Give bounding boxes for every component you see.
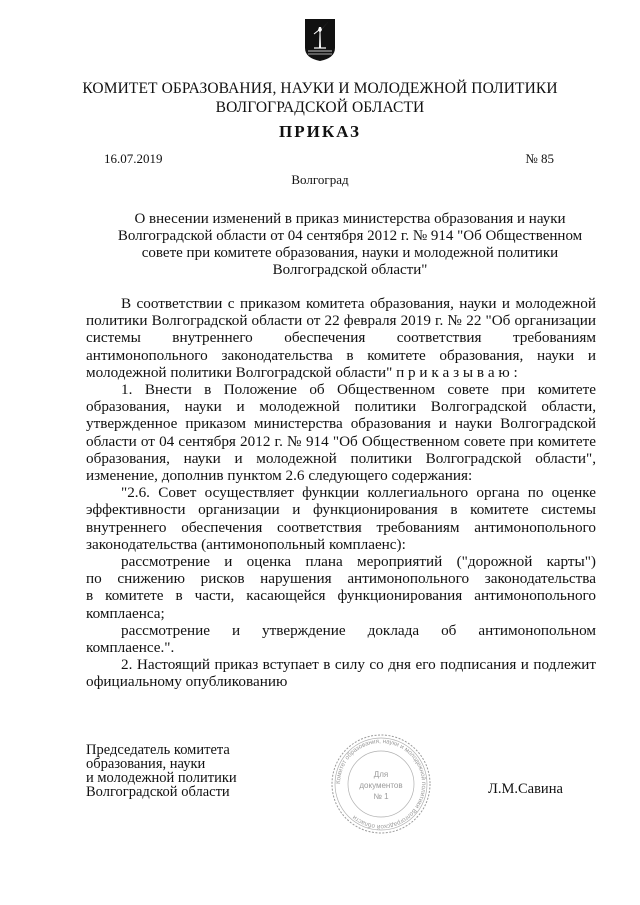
stamp-center-line: Для (373, 770, 389, 779)
body-line: комплаенса; (86, 604, 165, 622)
stamp-center-line: № 1 (373, 792, 389, 801)
coat-of-arms-icon (304, 18, 336, 62)
signer-position-line: и молодежной политики (86, 770, 237, 786)
body-line: рассмотрение и утверждение доклада об антимонопольном (121, 621, 596, 639)
body-line: комплаенсе.". (86, 639, 175, 656)
body-line: антимонопольного законодательства в комитете образования, науки и (86, 346, 596, 364)
body-line: эффективности организации и функционирования в комитете системы (86, 501, 596, 519)
body-line: по снижению рисков нарушения антимонопольного законодательства (86, 570, 596, 588)
body-line: в комитете в части, касающейся функционирования антимонопольного (86, 587, 596, 605)
body-line: рассмотрение и оценка плана мероприятий ("дорожной карты") (121, 553, 596, 570)
org-name-line1: КОМИТЕТ ОБРАЗОВАНИЯ, НАУКИ И МОЛОДЕЖНОЙ ПОЛИТИКИ (82, 80, 558, 97)
signer-position-line: образования, науки (86, 756, 206, 772)
body-line: законодательства (антимонопольный комплаенс): (86, 535, 406, 553)
signer-position-line: Волгоградской области (86, 784, 230, 800)
body-line: утвержденное приказом министерства образования и науки Волгоградской (86, 415, 596, 433)
subject-line: совете при комитете образования, науки и молодежной политики (141, 245, 559, 261)
body-line: 1. Внести в Положение об Общественном совете при комитете (121, 381, 596, 398)
subject-line: О внесении изменений в приказ министерства образования и науки (134, 211, 566, 227)
body-line: образования, науки и молодежной политики Волгоградской области", (86, 449, 596, 467)
body-line: "2.6. Совет осуществляет функции коллегиального органа по оценке (121, 484, 596, 502)
order-city: Волгоград (291, 172, 349, 187)
signer-position-line: Председатель комитета (86, 742, 230, 758)
body-line: области от 04 сентября 2012 г. № 914 "Об Общественном совете при комитете (86, 432, 596, 450)
document-title: ПРИКАЗ (279, 122, 361, 141)
order-number: № 85 (525, 151, 554, 166)
signer-name: Л.М.Савина (488, 781, 563, 797)
body-line: изменение, дополнив пунктом 2.6 следующего содержания: (86, 467, 473, 484)
body-line: молодежной политики Волгоградской области" п р и к а з ы в а ю : (86, 363, 518, 381)
round-seal-stamp (330, 733, 432, 835)
body-line: системы внутреннего обеспечения соответствия требованиям (86, 329, 596, 347)
stamp-center-line: документов (359, 781, 403, 790)
order-date: 16.07.2019 (104, 151, 163, 166)
org-name-line2: ВОЛГОГРАДСКОЙ ОБЛАСТИ (215, 99, 425, 116)
body-line: политики Волгоградской области от 22 февраля 2019 г. № 22 "Об организации (86, 312, 596, 330)
body-line: В соответствии с приказом комитета образования, науки и молодежной (121, 295, 596, 312)
body-line: внутреннего обеспечения соответствия требованиям антимонопольного (86, 518, 596, 536)
subject-line: Волгоградской области" (272, 262, 428, 278)
stamp-ring-text: Комитет образования, науки и молодежной политики Волгоградской области (334, 737, 428, 831)
body-line: официальному опубликованию (86, 673, 288, 691)
body-line: образования, науки и молодежной политики Волгоградской области, (86, 398, 596, 416)
subject-line: Волгоградской области от 04 сентября 2012 г. № 914 "Об Общественном (117, 228, 583, 244)
body-line: 2. Настоящий приказ вступает в силу со дня его подписания и подлежит (121, 656, 596, 674)
